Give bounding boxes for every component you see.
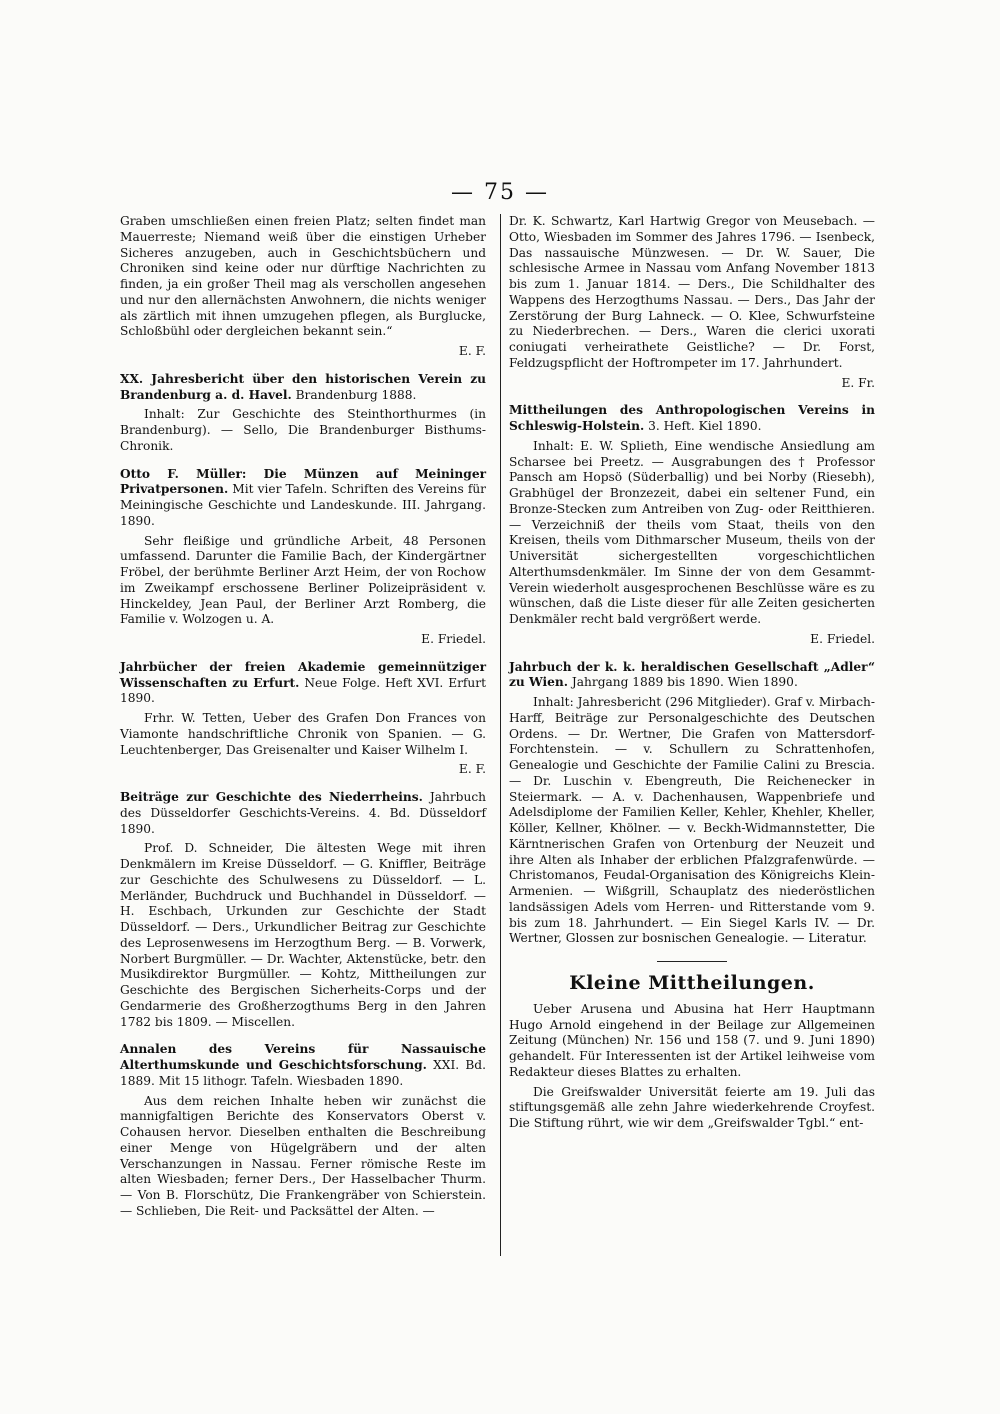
entry-body: Frhr. W. Tetten, Ueber des Grafen Don Frances von Viamonte handschriftliche Chronik von Spanien. — G. Leuchtenberger, Das Greisenalter und Kaiser Wilhelm I. — [120, 711, 486, 757]
news-paragraph: Die Greifswalder Universität feierte am 19. Juli das stiftungsgemäß alle zehn Jahre wiederkehrende Croyfest. Die Stiftung rührt, wie wir dem „Greifswalder Tgbl.“ ent- — [509, 1084, 875, 1130]
signature: E. Friedel. — [421, 632, 486, 646]
continued-paragraph: Dr. K. Schwartz, Karl Hartwig Gregor von Meusebach. — Otto, Wiesbaden im Sommer des Jahres 1796. — Isenbeck, Das nassauische Münzwesen. — Dr. W. Sauer, Die schlesische Armee in Nassau vom Anfang November 1813 bis zum 1. Januar 1814. — Ders., Die Schildhalter des Wappens des Herzogthums Nassau. — Ders., Das Jahr der Zerstörung der Burg Lahneck. — O. Klee, Schwurfsteine zu Niederbrechen. — Ders., Waren die clerici uxorati coniugati verheirathete Geistliche? — Dr. Forst, Feldzugspflicht der Hoftrompeter im 17. Jahrhundert. — [509, 214, 875, 370]
entry-body: Sehr fleißige und gründliche Arbeit, 48 Personen umfassend. Darunter die Familie Bach, der Kindergärtner Fröbel, der berühmte Berliner Arzt Heim, der von Rochow im Zweikampf erschossene Berliner Polizeipräsident v. Hinckeldey, Jean Paul, der Berliner Arzt Romberg, die Familie v. Wolzogen u. A. — [120, 533, 486, 627]
entry-body: Inhalt: Jahresbericht (296 Mitglieder). Graf v. Mirbach-Harff, Beiträge zur Personalgeschichte des Deutschen Ordens. — Dr. Wertner, Die Grafen von Mattersdorf-Forchtenstein. — v. Schullern zu Schrattenhofen, Genealogie und Geschichte der Familie Calini zu Brescia. — Dr. Luschin v. Ebengreuth, Die Reichenecker in Steiermark. — A. v. Dachenhausen, Wappenbriefe und Adelsdiplome der Familien Keller, Kehler, Khehler, Kheller, Köller, Kellner, Khölner. — v. Beckh-Widmannstetter, Die Kärntnerischen Grafen von Ortenburg der Neuzeit und ihre Alten als Inhaber der erblichen Pfalzgrafenwürde. — Christomanos, Feudal-Organisation des Königreichs Klein-Armenien. — Wißgrill, Schauplatz des niederöstlichen landsässigen Adels vom Herren- und Ritterstande vom 9. bis zum 18. Jahrhundert. — Ein Siegel Karls IV. — Dr. Wertner, Glossen zur bosnischen Genealogie. — Literatur. — [509, 695, 875, 946]
entry-body: Prof. D. Schneider, Die ältesten Wege mit ihren Denkmälern im Kreise Düsseldorf. — G. Kniffler, Beiträge zur Geschichte des Schulwesens zu Düsseldorf. — L. Merländer, Buchdruck und Buchhandel in Düsseldorf. — H. Eschbach, Urkunden zur Geschichte der Stadt Düsseldorf. — Ders., Urkundlicher Beitrag zur Geschichte des Leprosenwesens im Herzogthum Berg. — B. Vorwerk, Norbert Burgmüller. — Dr. Wachter, Aktenstücke, betr. den Musikdirektor Burgmüller. — Kohtz, Mittheilungen zur Geschichte des Bergischen Sicherheits-Corps und der Gendarmerie des Großherzogthums Berg in den Jahren 1782 bis 1809. — Miscellen. — [120, 841, 486, 1029]
entry-title: Jahrbücher der freien Akademie gemeinnütziger Wissenschaften zu Erfurt. — [120, 659, 486, 690]
entry-adler-wien — [509, 660, 875, 948]
entry-title: Mittheilungen des Anthropologischen Vereins in Schleswig-Holstein. — [509, 403, 875, 433]
entry-title: Otto F. Müller: Die Münzen auf Meininger Privatpersonen. — [120, 466, 486, 497]
entry-body: Aus dem reichen Inhalte heben wir zunächst die mannigfaltigen Berichte des Konservators Oberst v. Cohausen hervor. Dieselben enthalten die Beschreibung einer Menge von Hügelgräbern und der alten Verschanzungen in Nassau. Ferner römische Reste im alten Wiesbaden; ferner Ders., Der Hasselbacher Thurm. — Von B. Florschütz, Die Frankengräber von Schierstein. — Schlieben, Die Reit- und Packsättel der Alten. — — [120, 1093, 486, 1218]
entry-title: Beiträge zur Geschichte des Niederrheins. — [120, 790, 423, 804]
entry-brandenburg — [120, 372, 486, 455]
entry-body: Inhalt: Zur Geschichte des Steinthorthurmes (in Brandenburg). — Sello, Die Brandenburger Bisthums-Chronik. — [120, 407, 486, 453]
signature: E. F. — [458, 762, 486, 777]
entry-publication: Brandenburg 1888. — [295, 387, 417, 402]
section-separator — [657, 961, 727, 962]
left-column — [120, 214, 486, 1224]
entry-erfurt — [120, 660, 486, 778]
page-number: — 75 — — [451, 180, 549, 205]
entry-publication: Jahrbuch des Düsseldorfer Geschichts-Vereins. 4. Bd. Düsseldorf 1890. — [120, 790, 486, 836]
right-column — [509, 214, 875, 1136]
entry-niederrhein — [120, 790, 486, 1030]
signature: E. Friedel. — [810, 631, 875, 646]
entry-publication: Neue Folge. Heft XVI. Erfurt 1890. — [120, 675, 486, 706]
entry-publication: XXI. Bd. 1889. Mit 15 lithogr. Tafeln. Wiesbaden 1890. — [120, 1058, 486, 1088]
news-paragraph: Ueber Arusena und Abusina hat Herr Hauptmann Hugo Arnold eingehend in der Beilage zur Allgemeinen Zeitung (München) Nr. 156 und 158 (7. und 9. Juni 1890) gehandelt. Für Interessenten ist der Artikel leihweise vom Redakteur dieses Blattes zu erhalten. — [509, 1001, 875, 1079]
entry-publication: Jahrgang 1889 bis 1890. Wien 1890. — [571, 675, 798, 690]
entry-body: Inhalt: E. W. Splieth, Eine wendische Ansiedlung am Scharsee bei Preetz. — Ausgrabungen des † Professor Pansch am Hopsö (Süderballig) und bei Norby (Riesebh), Grabhügel der Bronzezeit, dabei ein seltener Fund, ein Bronze-Stecken zum Antreiben von Zug- oder Reitthieren. — Verzeichniß der theils vom Staat, theils von den Kreisen, theils vom Dithmarscher Museum, theils von der Universität sichergestellten vorgeschichtlichen Alterthumsdenkmäler. Im Sinne der von dem Gesammt-Verein wiederholt ausgesprochenen Beschlüsse wäre es zu wünschen, daß die Liste dieser für alle Zeiten gesicherten Denkmäler recht bald vergrößert werde. — [509, 438, 875, 626]
entry-title: Annalen des Vereins für Nassauische Alterthumskunde und Geschichtsforschung. — [120, 1042, 486, 1072]
signature: E. F. — [458, 344, 486, 358]
signature: E. Fr. — [841, 375, 875, 390]
intro-paragraph: Graben umschließen einen freien Platz; selten findet man Mauerreste; Niemand weiß über die einstigen Urheber Sicheres anzugeben, auch in Geschichtsbüchern und Chroniken sind keine oder nur dürftige Nachrichten zu finden, ja ein großer Theil mag als verschollen angesehen und nur den allernächsten Anwohnern, die nichts weniger als zärtlich mit ihnen umzugehen pflegen, als Burglucke, Schloßbühl oder dergleichen bekannt sein.“ — [120, 214, 486, 339]
section-heading: Kleine Mittheilungen. — [569, 972, 815, 994]
entry-publication: Mit vier Tafeln. Schriften des Vereins für Meiningische Geschichte und Landeskunde. III. Jahrgang. 1890. — [120, 482, 486, 528]
entry-schleswig-holstein — [509, 403, 875, 647]
entry-meiningen — [120, 467, 486, 648]
entry-publication: 3. Heft. Kiel 1890. — [648, 419, 762, 433]
entry-nassau — [120, 1042, 486, 1219]
column-divider — [500, 214, 501, 1256]
entry-title: Jahrbuch der k. k. heraldischen Gesellschaft „Adler“ zu Wien. — [509, 659, 875, 690]
entry-title: XX. Jahresbericht über den historischen Verein zu Brandenburg a. d. Havel. — [120, 371, 486, 402]
